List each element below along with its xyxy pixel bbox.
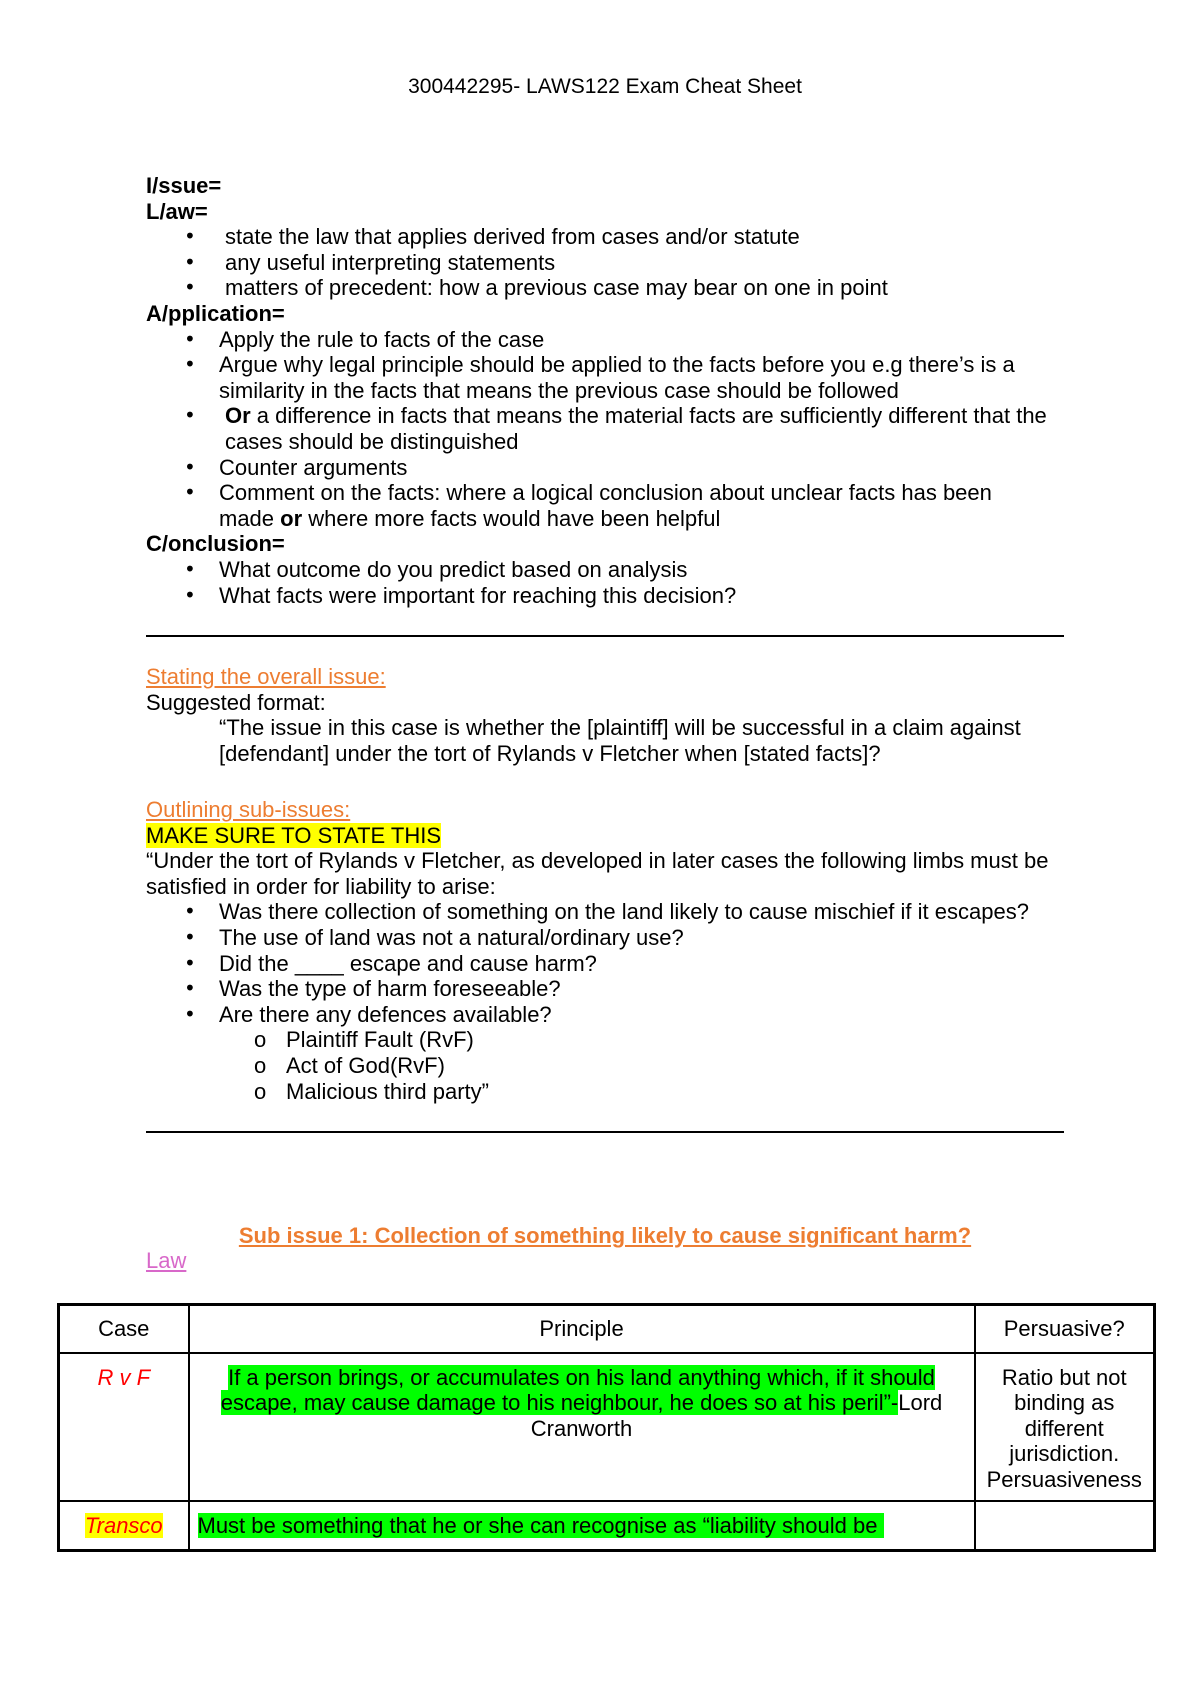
header-principle: Principle [189, 1305, 975, 1353]
defence-item: o Plaintiff Fault (RvF) [286, 1027, 1069, 1053]
or-emphasis: Or [225, 403, 251, 429]
issue-statement-template: “The issue in this case is whether the [plaintiff] will be successful in a claim against [defendant] under the tort of Rylands v Fletcher when [stated facts]? [219, 715, 1021, 766]
limb-item-text: Are there any defences available? [219, 1001, 552, 1027]
limb-item: • Was the type of harm foreseeable? [219, 976, 1069, 1002]
conclusion-point: • What facts were important for reaching this decision? [219, 583, 1069, 609]
reminder-highlight: MAKE SURE TO STATE THIS [146, 822, 442, 848]
sub-issue-1-heading: Sub issue 1: Collection of something likely to cause significant harm? [238, 1223, 972, 1248]
application-point-apply: • Apply the rule to facts of the case [219, 327, 1069, 353]
sub-issues-intro: “Under the tort of Rylands v Fletcher, as developed in later cases the following limbs must be satisfied in order for liability to arise: [146, 848, 1049, 899]
table-row [59, 1353, 1155, 1501]
header-persuasive: Persuasive? [975, 1305, 1155, 1353]
table-header-row [59, 1305, 1155, 1353]
application-point-argue: • Argue why legal principle should be applied to the facts before you e.g there’s is a similarity in the facts that means the previous case should be followed [219, 352, 1069, 403]
principle-highlight: If a person brings, or accumulates on his land anything which, if it should escape, may cause damage to his neighbour, he does so at his peril”- [220, 1364, 935, 1416]
limb-item: • The use of land was not a natural/ordinary use? [219, 925, 1069, 951]
sub-issues-heading: Outlining sub-issues: [146, 797, 351, 822]
law-label: L/aw= [146, 198, 208, 224]
conclusion-point: • What outcome do you predict based on analysis [219, 557, 1069, 583]
document-title: 300442295- LAWS122 Exam Cheat Sheet [408, 75, 802, 98]
defence-item: o Act of God(RvF) [286, 1053, 1069, 1079]
law-point: • state the law that applies derived from cases and/or statute [219, 224, 1075, 250]
suggested-format-label: Suggested format: [146, 689, 326, 715]
overall-issue-heading: Stating the overall issue: [146, 664, 386, 689]
case-cell [59, 1501, 189, 1551]
limb-item: • Did the ____ escape and cause harm? [219, 951, 1069, 977]
limb-item-defences [219, 1002, 1069, 1104]
application-label: A/pplication= [146, 300, 285, 326]
persuasive-cell [975, 1501, 1155, 1551]
issue-label: I/ssue= [146, 173, 222, 198]
header-case: Case [59, 1305, 189, 1353]
case-law-table [57, 1303, 1156, 1552]
principle-cell [189, 1353, 975, 1501]
principle-cell [189, 1501, 975, 1551]
principle-attribution: Lord Cranworth [530, 1390, 943, 1441]
case-name: Transco [84, 1512, 163, 1538]
section-divider [146, 635, 1064, 637]
defence-item: o Malicious third party” [286, 1079, 1069, 1105]
application-point-comment [219, 480, 1019, 531]
limb-item: • Was there collection of something on the land likely to cause mischief if it escapes? [219, 899, 1069, 925]
persuasive-cell: Ratio but not binding as different jurisdiction. Persuasiveness [975, 1353, 1155, 1501]
reminder-line [146, 823, 1106, 849]
conclusion-label: C/onclusion= [146, 531, 285, 557]
application-point-distinguish [219, 403, 1095, 454]
case-cell [59, 1353, 189, 1501]
distinguish-text: a difference in facts that means the material facts are sufficiently different that the cases should be distinguished [225, 403, 1047, 454]
table-row [59, 1501, 1155, 1551]
law-subheading: Law [146, 1248, 187, 1273]
comment-text-start: Comment on the facts: where a logical conclusion about unclear facts has been made [219, 480, 992, 531]
law-points-list [146, 224, 1106, 301]
application-point-counter: • Counter arguments [219, 455, 1069, 481]
ilac-framework [146, 173, 1106, 608]
conclusion-points-list [146, 557, 1106, 608]
case-name: R v F [97, 1364, 151, 1390]
or-emphasis: or [280, 505, 303, 531]
law-point: • any useful interpreting statements [219, 250, 1075, 276]
comment-text-end: where more facts would have been helpful [302, 505, 721, 531]
application-points-list [146, 327, 1106, 532]
principle-highlight: Must be something that he or she can recognise as “liability should be [197, 1512, 884, 1538]
overall-issue-section [146, 664, 1106, 766]
limbs-list [146, 899, 1106, 1104]
sub-issues-section [146, 797, 1106, 1104]
defences-list [219, 1027, 1069, 1104]
section-divider [146, 1131, 1064, 1133]
law-point: • matters of precedent: how a previous case may bear on one in point [219, 275, 1075, 301]
